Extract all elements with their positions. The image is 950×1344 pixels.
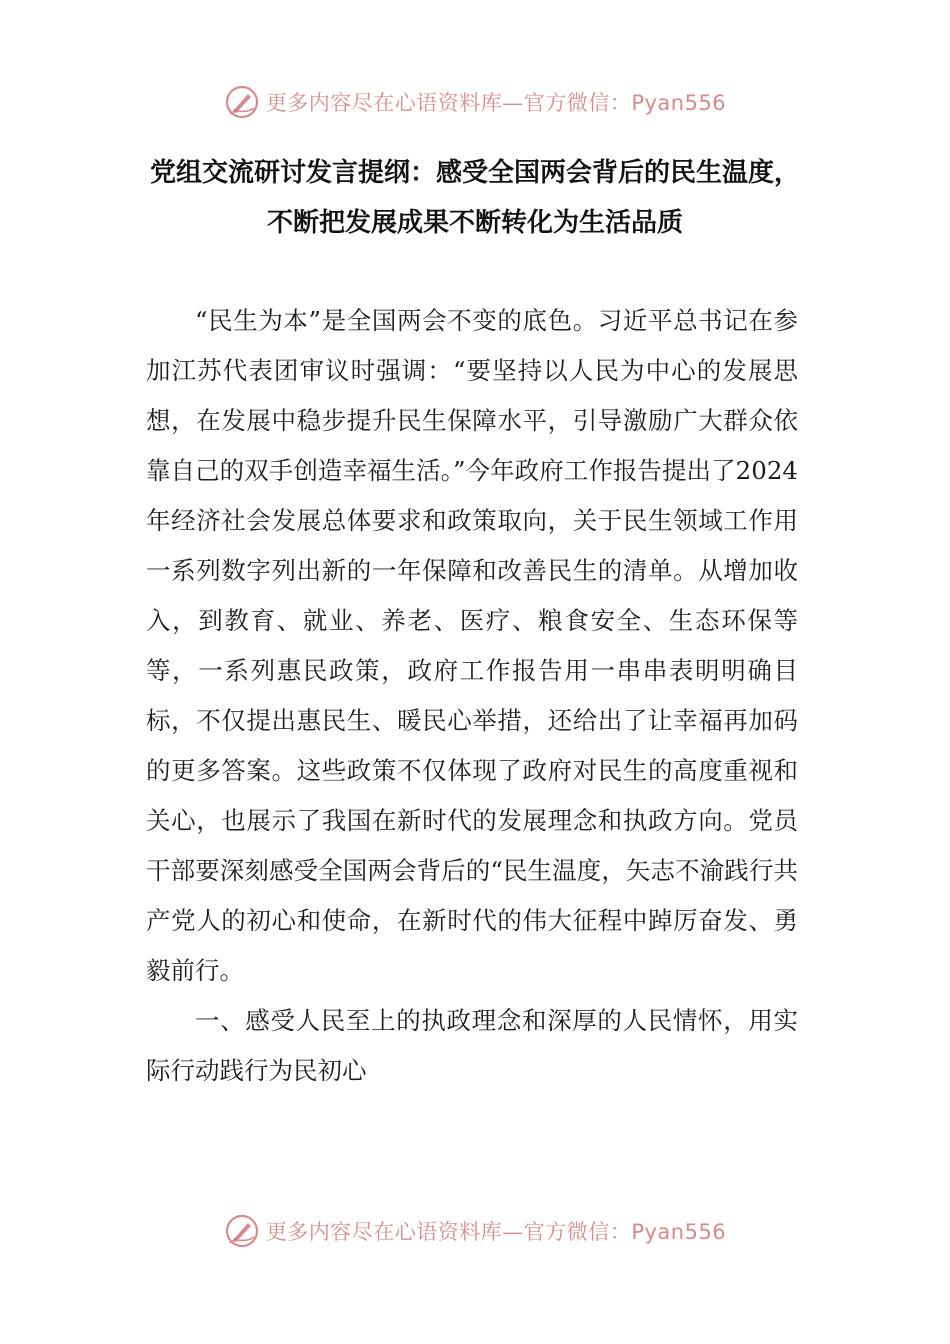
pen-logo-icon <box>224 1213 260 1249</box>
footer-watermark <box>0 1211 950 1251</box>
header-watermark <box>0 82 950 122</box>
watermark-handle: Pyan556 <box>631 91 727 115</box>
pen-logo-icon <box>224 84 260 120</box>
section-heading: 一、感受人民至上的执政理念和深厚的人民情怀，用实际行动践行为民初心 <box>146 1006 798 1085</box>
body-paragraph: “民生为本”是全国两会不变的底色。习近平总书记在参加江苏代表团审议时强调：“要坚持以人民为中心的发展思想，在发展中稳步提升民生保障水平，引导激励广大群众依靠自己的双手创造幸福生活。”今年政府工作报告提出了2024年经济社会发展总体要求和政策取向，关于民生领域工作用一系列数字列出新的一年保障和改善民生的清单。从增加收入，到教育、就业、养老、医疗、粮食安全、生态环保等等，一系列惠民政策，政府工作报告用一串串表明明确目标，不仅提出惠民生、暖民心举措，还给出了让幸福再加码的更多答案。这些政策不仅体现了政府对民生的高度重视和关心，也展示了我国在新时代的发展理念和执政方向。党员干部要深刻感受全国两会背后的“民生温度，矢志不渝践行共产党人的初心和使命，在新时代的伟大征程中踔厉奋发、勇毅前行。 <box>146 306 798 985</box>
watermark-handle: Pyan556 <box>631 1220 727 1244</box>
document-title <box>120 148 830 248</box>
title-line-1: 党组交流研讨发言提纲：感受全国两会背后的民生温度， <box>149 158 800 188</box>
document-body <box>146 296 798 1096</box>
watermark-text: 更多内容尽在心语资料库—官方微信：Pyan556 <box>265 91 727 115</box>
title-line-2: 不断把发展成果不断转化为生活品质 <box>266 208 683 238</box>
watermark-text: 更多内容尽在心语资料库—官方微信：Pyan556 <box>265 1220 727 1244</box>
